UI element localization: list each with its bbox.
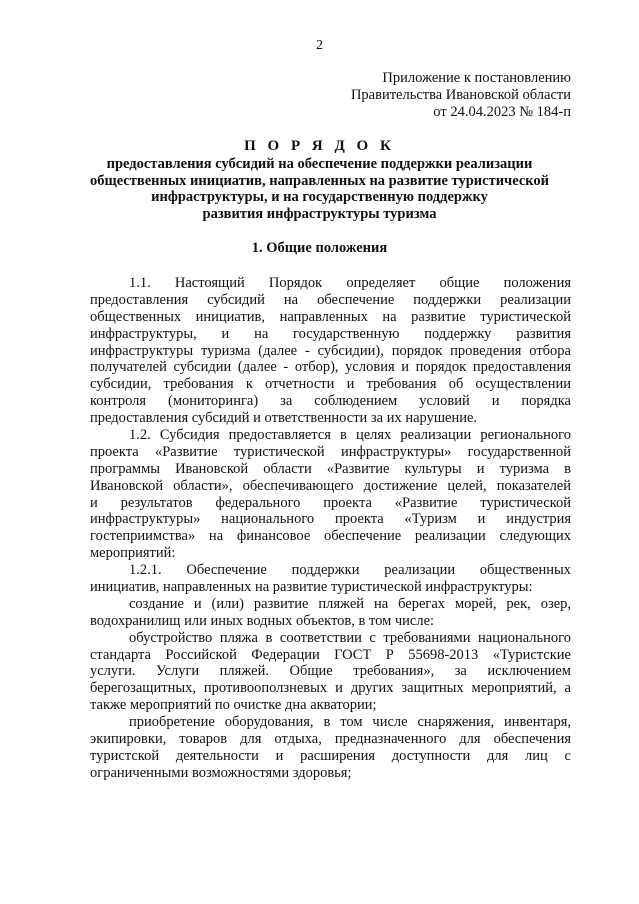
- body-line: предоставления субсидий на обеспечение поддержки реализации: [90, 291, 571, 308]
- body-line: Ивановской области», обеспечивающего достижение целей, показателей: [90, 477, 571, 494]
- document-title: П О Р Я Д О К: [244, 138, 395, 154]
- body-line: программы Ивановской области «Развитие культуры и туризма в: [90, 460, 571, 477]
- body-text: [90, 275, 571, 782]
- body-line: берегозащитных, противооползневых и других защитных мероприятий, а: [90, 680, 571, 697]
- subtitle-line: предоставления субсидий на обеспечение поддержки реализации: [106, 156, 533, 172]
- body-line: ограниченными возможностями здоровья;: [90, 764, 352, 781]
- page-number: 2: [316, 38, 323, 53]
- body-line: инфраструктуры» национального проекта «Туризм и индустрия: [90, 511, 571, 528]
- body-line: 1.2. Субсидия предоставляется в целях реализации регионального: [129, 427, 571, 444]
- body-line: создание и (или) развитие пляжей на берегах морей, рек, озер,: [129, 595, 571, 612]
- body-line: получателей субсидии (далее - отбор), условия и порядок предоставления: [90, 359, 571, 376]
- subtitle-line: общественных инициатив, направленных на развитие туристической: [89, 172, 550, 189]
- body-line: 1.2.1. Обеспечение поддержки реализации общественных: [129, 562, 571, 579]
- body-line: приобретение оборудования, в том числе снаряжения, инвентаря,: [129, 714, 571, 731]
- subtitle-line: инфраструктуры, и на государственную поддержку: [151, 189, 488, 205]
- body-line: обустройство пляжа в соответствии с требованиями национального: [129, 629, 571, 646]
- body-line: водохранилищ или иных водных объектов, в том числе:: [90, 612, 435, 629]
- body-line: услуги. Услуги пляжей. Общие требования», за исключением: [90, 663, 571, 680]
- body-line: общественных инициатив, направленных на развитие туристической: [90, 308, 571, 325]
- body-line: и результатов федерального проекта «Развитие туристической: [90, 494, 571, 511]
- section-heading: 1. Общие положения: [251, 240, 388, 256]
- appendix-line: Приложение к постановлению: [382, 70, 571, 86]
- body-line: 1.1. Настоящий Порядок определяет общие положения: [129, 275, 571, 291]
- body-line: инфраструктуры, и на государственную поддержку развития: [90, 325, 571, 342]
- subtitle-line: развития инфраструктуры туризма: [202, 205, 437, 222]
- body-line: гостеприимства» на финансовое обеспечение реализации следующих: [90, 528, 571, 545]
- body-line: туристской деятельности и расширения доступности для лиц с: [90, 747, 571, 764]
- body-line: мероприятий:: [90, 545, 176, 562]
- body-line: также мероприятий по очистке дна акватории;: [90, 697, 377, 714]
- appendix-line: от 24.04.2023 № 184-п: [433, 104, 571, 120]
- body-line: контроля (мониторинга) за соблюдением условий и порядка: [90, 393, 571, 410]
- body-line: инициатив, направленных на развитие туристической инфраструктуры:: [90, 579, 533, 596]
- body-line: предоставления субсидий и ответственности за их нарушение.: [90, 410, 478, 427]
- document-subtitle: [60, 156, 579, 222]
- appendix-line: Правительства Ивановской области: [350, 87, 571, 103]
- body-line: проекта «Развитие туристической инфраструктуры» государственной: [90, 443, 571, 460]
- body-line: инфраструктуры туризма (далее - субсидии), порядок проведения отбора: [90, 342, 571, 359]
- body-line: экипировки, товаров для отдыха, предназначенного для обеспечения: [90, 731, 571, 748]
- body-line: стандарта Российской Федерации ГОСТ Р 55698-2013 «Туристские: [90, 646, 571, 663]
- body-line: субсидии, требования к отчетности и требования об осуществлении: [90, 376, 571, 393]
- appendix-header: [311, 70, 571, 121]
